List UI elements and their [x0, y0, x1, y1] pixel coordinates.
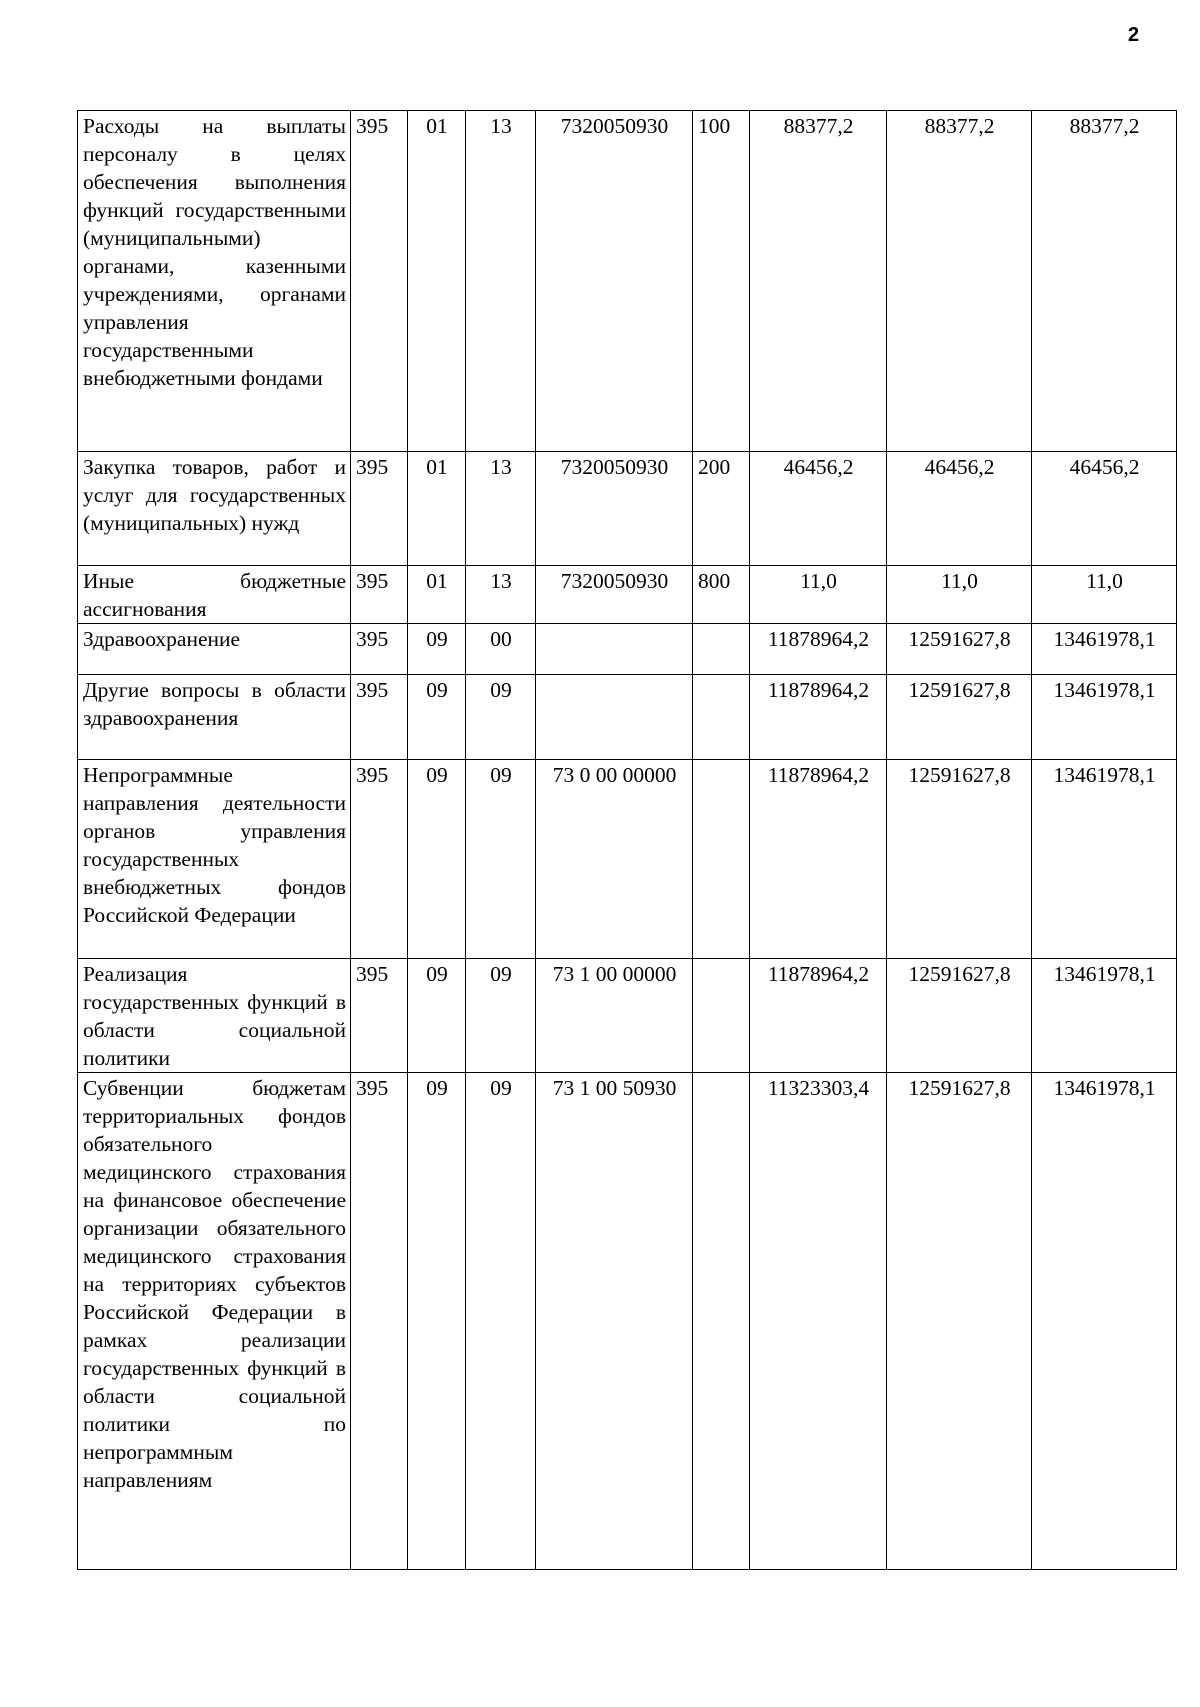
amount-year2-cell: 12591627,8	[887, 1073, 1032, 1570]
amount-year3-cell: 13461978,1	[1032, 959, 1177, 1073]
amount-year3-cell: 13461978,1	[1032, 1073, 1177, 1570]
subsection-code-cell: 13	[466, 566, 536, 624]
expense-type-cell: 800	[693, 566, 750, 624]
amount-year1-cell: 11878964,2	[750, 760, 887, 959]
amount-year2-cell: 88377,2	[887, 111, 1032, 452]
row-name-cell: Иные бюджетные ассигнования	[78, 566, 351, 624]
row-name-cell: Непрограммные направления деятельности органов управления государственных внебюджетных фондов Российской Федерации	[78, 760, 351, 959]
subsection-code-cell: 09	[466, 959, 536, 1073]
section-code-cell: 09	[408, 675, 466, 760]
amount-year1-cell: 88377,2	[750, 111, 887, 452]
target-article-cell: 73 1 00 50930	[536, 1073, 693, 1570]
amount-year2-cell: 12591627,8	[887, 959, 1032, 1073]
expense-type-cell: 200	[693, 452, 750, 566]
amount-year2-cell: 12591627,8	[887, 675, 1032, 760]
table-row	[78, 959, 1177, 1073]
section-code-cell: 09	[408, 1073, 466, 1570]
subsection-code-cell: 00	[466, 624, 536, 675]
subsection-code-cell: 09	[466, 675, 536, 760]
amount-year3-cell: 46456,2	[1032, 452, 1177, 566]
table-row	[78, 760, 1177, 959]
amount-year2-cell: 46456,2	[887, 452, 1032, 566]
subsection-code-cell: 09	[466, 760, 536, 959]
grbs-code-cell: 395	[351, 959, 408, 1073]
amount-year1-cell: 11,0	[750, 566, 887, 624]
table-row	[78, 111, 1177, 452]
expense-type-cell	[693, 624, 750, 675]
expense-type-cell	[693, 959, 750, 1073]
target-article-cell	[536, 624, 693, 675]
target-article-cell: 7320050930	[536, 452, 693, 566]
amount-year2-cell: 12591627,8	[887, 760, 1032, 959]
table-row	[78, 452, 1177, 566]
table-row	[78, 624, 1177, 675]
row-name-cell: Субвенции бюджетам территориальных фондов обязательного медицинского страхования на финансовое обеспечение организации обязательного медицинского страхования на территориях субъектов Российской Федерации в рамках реализации государственных функций в области социальной политики по непрограммным направлениям	[78, 1073, 351, 1570]
amount-year2-cell: 11,0	[887, 566, 1032, 624]
subsection-code-cell: 13	[466, 111, 536, 452]
grbs-code-cell: 395	[351, 624, 408, 675]
amount-year3-cell: 13461978,1	[1032, 760, 1177, 959]
amount-year3-cell: 88377,2	[1032, 111, 1177, 452]
table-row	[78, 1073, 1177, 1570]
grbs-code-cell: 395	[351, 1073, 408, 1570]
amount-year3-cell: 13461978,1	[1032, 624, 1177, 675]
expense-type-cell: 100	[693, 111, 750, 452]
row-name-cell: Расходы на выплаты персоналу в целях обеспечения выполнения функций государственными (муниципальными) органами, казенными учреждениями, органами управления государственными внебюджетными фондами	[78, 111, 351, 452]
target-article-cell: 7320050930	[536, 111, 693, 452]
subsection-code-cell: 13	[466, 452, 536, 566]
amount-year2-cell: 12591627,8	[887, 624, 1032, 675]
section-code-cell: 09	[408, 959, 466, 1073]
amount-year1-cell: 11878964,2	[750, 624, 887, 675]
row-name-cell: Реализация государственных функций в области социальной политики	[78, 959, 351, 1073]
section-code-cell: 09	[408, 624, 466, 675]
amount-year1-cell: 46456,2	[750, 452, 887, 566]
budget-table	[77, 110, 1177, 1570]
grbs-code-cell: 395	[351, 452, 408, 566]
target-article-cell: 7320050930	[536, 566, 693, 624]
grbs-code-cell: 395	[351, 566, 408, 624]
target-article-cell: 73 0 00 00000	[536, 760, 693, 959]
section-code-cell: 01	[408, 452, 466, 566]
row-name-cell: Закупка товаров, работ и услуг для государственных (муниципальных) нужд	[78, 452, 351, 566]
amount-year1-cell: 11323303,4	[750, 1073, 887, 1570]
amount-year1-cell: 11878964,2	[750, 959, 887, 1073]
amount-year3-cell: 13461978,1	[1032, 675, 1177, 760]
table-row	[78, 566, 1177, 624]
row-name-cell: Здравоохранение	[78, 624, 351, 675]
page-number: 2	[1128, 24, 1140, 46]
amount-year3-cell: 11,0	[1032, 566, 1177, 624]
expense-type-cell	[693, 675, 750, 760]
row-name-cell: Другие вопросы в области здравоохранения	[78, 675, 351, 760]
grbs-code-cell: 395	[351, 675, 408, 760]
section-code-cell: 01	[408, 566, 466, 624]
subsection-code-cell: 09	[466, 1073, 536, 1570]
expense-type-cell	[693, 1073, 750, 1570]
amount-year1-cell: 11878964,2	[750, 675, 887, 760]
grbs-code-cell: 395	[351, 111, 408, 452]
target-article-cell: 73 1 00 00000	[536, 959, 693, 1073]
grbs-code-cell: 395	[351, 760, 408, 959]
target-article-cell	[536, 675, 693, 760]
section-code-cell: 01	[408, 111, 466, 452]
expense-type-cell	[693, 760, 750, 959]
section-code-cell: 09	[408, 760, 466, 959]
table-row	[78, 675, 1177, 760]
